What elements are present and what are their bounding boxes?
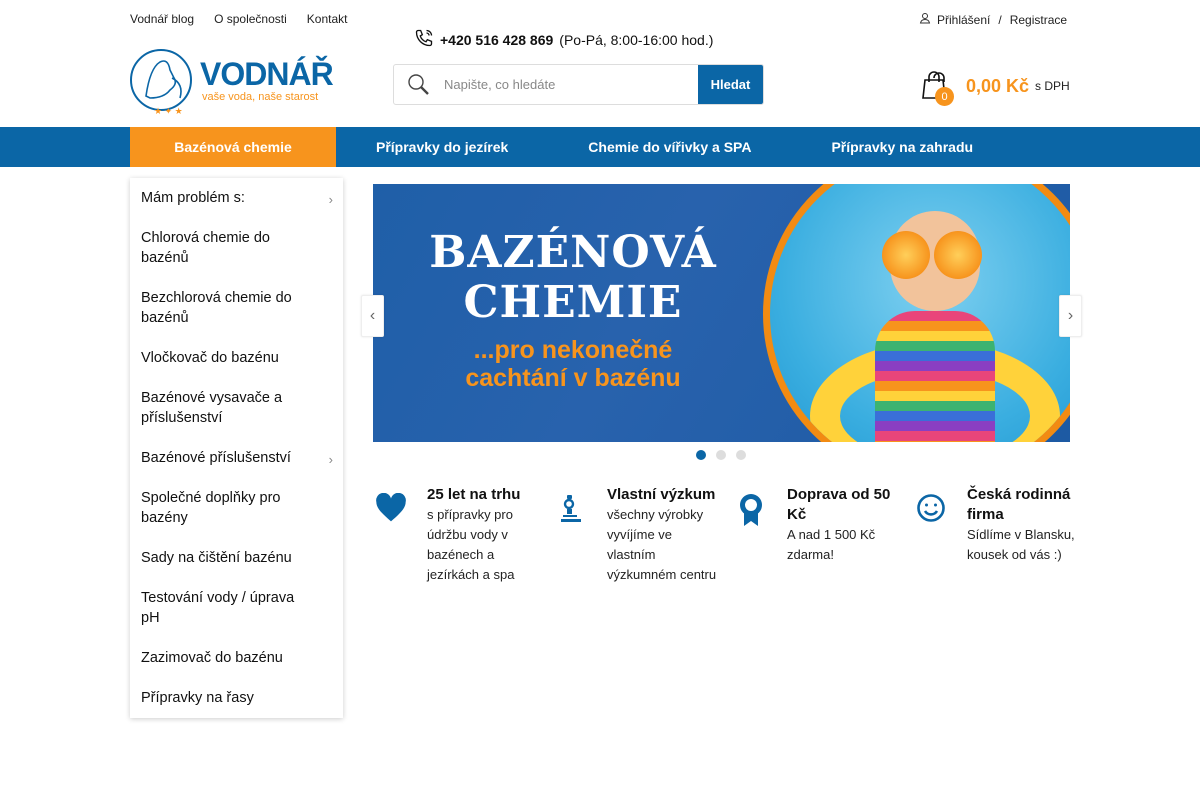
feature-shipping — [733, 485, 913, 585]
user-icon — [919, 12, 931, 27]
feature-desc: s přípravky pro údržbu vody v bazénech a jezírkách a spa — [427, 507, 515, 582]
nav-item-garden-products[interactable]: Přípravky na zahradu — [831, 139, 974, 155]
orange-slice-left — [882, 231, 930, 279]
smile-icon — [913, 485, 949, 585]
phone-icon — [414, 28, 434, 51]
search-bar — [393, 64, 764, 105]
banner-subtitle-line1: ...pro nekonečné — [473, 336, 673, 364]
sidebar-item-chlorine-free[interactable] — [130, 278, 343, 338]
banner-title-line1: BAZÉNOVÁ — [429, 227, 717, 278]
feature-desc: A nad 1 500 Kč zdarma! — [787, 527, 876, 562]
feature-years — [373, 485, 553, 585]
sidebar-item-accessories[interactable] — [130, 438, 343, 478]
carousel-dot-3[interactable] — [736, 450, 746, 460]
chevron-right-icon: › — [328, 192, 333, 207]
banner-photo-girl-in-pool — [763, 184, 1070, 442]
nav-item-pool-chemistry[interactable]: Bazénová chemie — [130, 127, 336, 167]
logo-tagline: vaše voda, naše starost — [202, 91, 319, 103]
carousel-dot-2[interactable] — [716, 450, 726, 460]
link-contact[interactable]: Kontakt — [306, 12, 348, 26]
carousel-dots — [696, 450, 746, 460]
svg-text:★ ✦ ★: ★ ✦ ★ — [154, 106, 183, 116]
account-separator: / — [998, 12, 1002, 27]
search-input[interactable] — [444, 65, 698, 104]
sidebar-item-problem[interactable] — [130, 178, 343, 218]
orange-slice-right — [934, 231, 982, 279]
feature-desc: všechny výrobky vyvíjíme ve vlastním výzkumném centru — [607, 507, 717, 582]
main-nav — [0, 127, 1200, 167]
sidebar-item-vacuums[interactable] — [130, 378, 343, 438]
banner-title — [423, 228, 723, 328]
nav-item-spa-chemistry[interactable]: Chemie do vířivky a SPA — [588, 139, 752, 155]
banner-subtitle-line2: cachtání v bazénu — [465, 364, 681, 392]
sidebar-item-label: Přípravky na řasy — [141, 690, 254, 706]
category-sidebar — [130, 178, 343, 718]
carousel-dot-1[interactable] — [696, 450, 706, 460]
swimsuit-image — [875, 311, 995, 442]
feature-title: 25 let na trhu — [427, 486, 521, 503]
microscope-icon — [553, 485, 589, 585]
feature-family-company — [913, 485, 1093, 585]
phone-info — [414, 28, 713, 51]
link-blog[interactable]: Vodnář blog — [130, 12, 195, 26]
sidebar-item-label: Sady na čištění bazénu — [141, 550, 292, 566]
chevron-right-icon: › — [1067, 307, 1074, 324]
site-logo[interactable] — [130, 48, 333, 116]
sidebar-item-common-supplements[interactable] — [130, 478, 343, 538]
sidebar-item-flocculant[interactable] — [130, 338, 343, 378]
nav-item-pond-products[interactable]: Přípravky do jezírek — [376, 139, 509, 155]
carousel-next-button[interactable] — [1059, 295, 1082, 337]
login-link[interactable]: Přihlášení — [937, 12, 991, 27]
phone-hours: (Po-Pá, 8:00-16:00 hod.) — [559, 31, 714, 48]
account-links — [919, 12, 1067, 27]
cart-price: 0,00 Kč — [966, 75, 1030, 96]
carousel-prev-button[interactable] — [361, 295, 384, 337]
award-icon — [733, 485, 769, 585]
sidebar-item-label: Společné doplňky pro bazény — [141, 490, 281, 526]
chevron-right-icon: › — [328, 452, 333, 467]
chevron-left-icon: ‹ — [369, 307, 376, 324]
register-link[interactable]: Registrace — [1009, 12, 1068, 27]
phone-number[interactable]: +420 516 428 869 — [440, 31, 554, 48]
cart-vat-label: s DPH — [1035, 79, 1070, 93]
sidebar-item-label: Vločkovač do bazénu — [141, 350, 279, 366]
search-icon — [394, 65, 444, 104]
sidebar-item-chlorine[interactable] — [130, 218, 343, 278]
sidebar-item-label: Bazénové příslušenství — [141, 450, 291, 466]
cart-count-badge: 0 — [935, 87, 954, 106]
sidebar-item-water-testing[interactable] — [130, 578, 343, 638]
sidebar-item-algae[interactable] — [130, 678, 343, 718]
features-row — [373, 485, 1093, 585]
sidebar-item-label: Chlorová chemie do bazénů — [141, 230, 270, 266]
feature-title: Vlastní výzkum — [607, 486, 716, 503]
sidebar-item-label: Mám problém s: — [141, 190, 245, 206]
sidebar-item-label: Bazénové vysavače a příslušenství — [141, 390, 283, 426]
search-button[interactable]: Hledat — [698, 65, 763, 104]
sidebar-item-label: Bezchlorová chemie do bazénů — [141, 290, 292, 326]
feature-research — [553, 485, 733, 585]
top-links — [130, 12, 347, 26]
feature-desc: Sídlíme v Blansku, kousek od vás :) — [967, 527, 1075, 562]
sidebar-item-cleaning-sets[interactable] — [130, 538, 343, 578]
feature-title: Česká rodinná firma — [967, 486, 1071, 523]
banner-title-line2: CHEMIE — [463, 277, 683, 328]
heart-icon — [373, 485, 409, 585]
feature-title: Doprava od 50 Kč — [787, 486, 891, 523]
logo-brand: VODNÁŘ — [200, 56, 333, 92]
banner-subtitle — [433, 336, 713, 392]
hero-banner[interactable] — [373, 184, 1070, 442]
cart[interactable] — [922, 70, 1070, 102]
sidebar-item-label: Zazimovač do bazénu — [141, 650, 283, 666]
link-about[interactable]: O společnosti — [214, 12, 287, 26]
sidebar-item-label: Testování vody / úprava pH — [141, 590, 295, 626]
sidebar-item-winterizer[interactable] — [130, 638, 343, 678]
cart-bag — [922, 70, 952, 102]
